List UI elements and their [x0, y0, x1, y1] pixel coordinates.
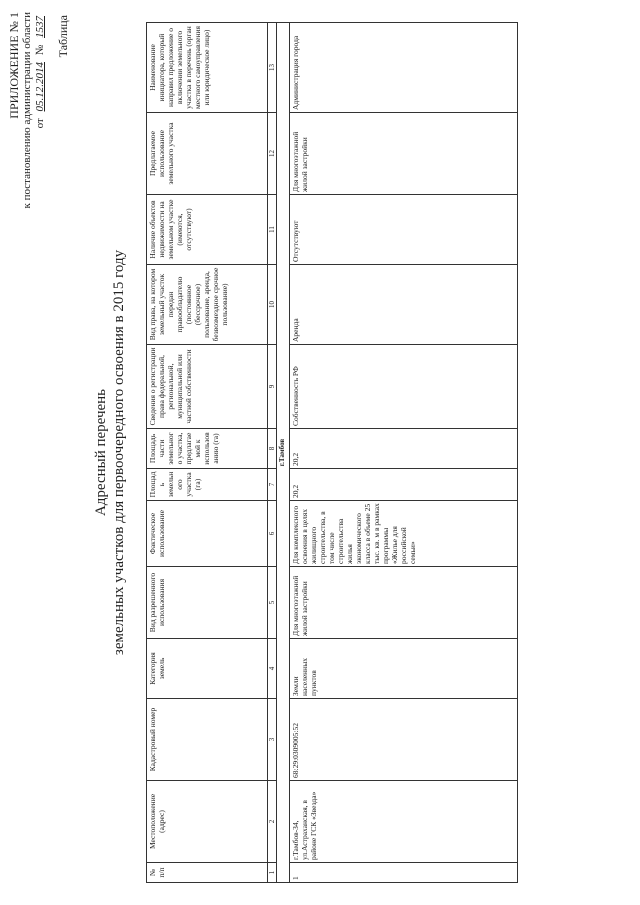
date-prefix: от: [34, 118, 46, 129]
city-group-row: [277, 23, 290, 883]
land-plots-table: [146, 22, 518, 883]
column-number-row: [268, 23, 277, 883]
column-number: 13: [268, 23, 277, 113]
cell-part-area: 20,2: [290, 429, 518, 469]
cell-permitted-use: Для многоэтажной жилой застройки: [290, 567, 518, 639]
cell-objects: Отсутствуют: [290, 195, 518, 265]
column-number: 11: [268, 195, 277, 265]
cell-address: г.Тамбов-34, ул.Астраханская, в районе ГСК «Звезда»: [290, 781, 518, 863]
column-number: 9: [268, 345, 277, 429]
cell-ownership: Собственность РФ: [290, 345, 518, 429]
header-cell-initiator: Наименование инициатора, который направил предложение о включении земельного участка в перечень (орган местного самоуправления или юридическое лицо): [147, 23, 268, 113]
cell-right-type: Аренда: [290, 265, 518, 345]
document-title: [92, 0, 128, 905]
cell-proposed-use: Для многоэтажной жилой застройки: [290, 113, 518, 195]
header-cell-actual-use: Фактическое использование: [147, 501, 268, 567]
table-row: [290, 23, 518, 883]
number-value: 1537: [34, 16, 46, 38]
column-number: 7: [268, 469, 277, 501]
column-number: 8: [268, 429, 277, 469]
header-cell-proposed-use: Предлагаемое использование земельного участка: [147, 113, 268, 195]
header-cell-area: Площадь земельного участка (га): [147, 469, 268, 501]
header-cell-category: Категория земель: [147, 639, 268, 699]
cell-cadastral: 68:29:0309005:52: [290, 699, 518, 781]
title-line-1: Адресный перечень: [93, 388, 109, 517]
column-number: 12: [268, 113, 277, 195]
table-label: Таблица: [56, 15, 70, 58]
cell-category: Земли населенных пунктов: [290, 639, 518, 699]
appendix-subtitle: к постановлению администрации области: [21, 12, 33, 209]
cell-actual-use: Для комплексного освоения в целях жилищного строительства, в том числе строительства жилья экономического класса в объеме 25 тыс. кв. м в рамках программы «Жилье для российской семьи»: [290, 501, 518, 567]
column-number: 5: [268, 567, 277, 639]
appendix-title: ПРИЛОЖЕНИЕ № 1: [7, 12, 21, 119]
header-cell-ownership: Сведения о регистрации права федеральной, региональной, муниципальной или частной собственности: [147, 345, 268, 429]
title-line-2: земельных участков для первоочередного освоения в 2015 году: [111, 249, 127, 656]
header-cell-cadastral: Кадастровый номер: [147, 699, 268, 781]
appendix-date-line: [34, 12, 47, 209]
header-cell-objects: Наличие объектов недвижимости на земельном участке (имеются, отсутствуют): [147, 195, 268, 265]
column-number: 3: [268, 699, 277, 781]
header-cell-num: № п/п: [147, 863, 268, 883]
header-cell-permitted-use: Вид разрешенного использования: [147, 567, 268, 639]
date-value: 05.12.2014: [34, 62, 46, 112]
header-cell-part-area: Площадь части земельного участка, предлагаемой к использованию (га): [147, 429, 268, 469]
header-cell-address: Местоположение (адрес): [147, 781, 268, 863]
column-number: 4: [268, 639, 277, 699]
city-name: г.Тамбов: [277, 23, 290, 883]
appendix-block: [8, 12, 47, 209]
column-number: 10: [268, 265, 277, 345]
cell-area: 20,2: [290, 469, 518, 501]
header-cell-right-type: Вид права, на котором земельный участок передан правообладателю (постоянное (бессрочное) пользование, аренда, безвозмездное срочное пользование): [147, 265, 268, 345]
column-number: 6: [268, 501, 277, 567]
column-number: 1: [268, 863, 277, 883]
number-prefix: №: [34, 44, 46, 56]
cell-initiator: Администрация города: [290, 23, 518, 113]
header-row: [147, 23, 268, 883]
cell-num: 1: [290, 863, 518, 883]
column-number: 2: [268, 781, 277, 863]
